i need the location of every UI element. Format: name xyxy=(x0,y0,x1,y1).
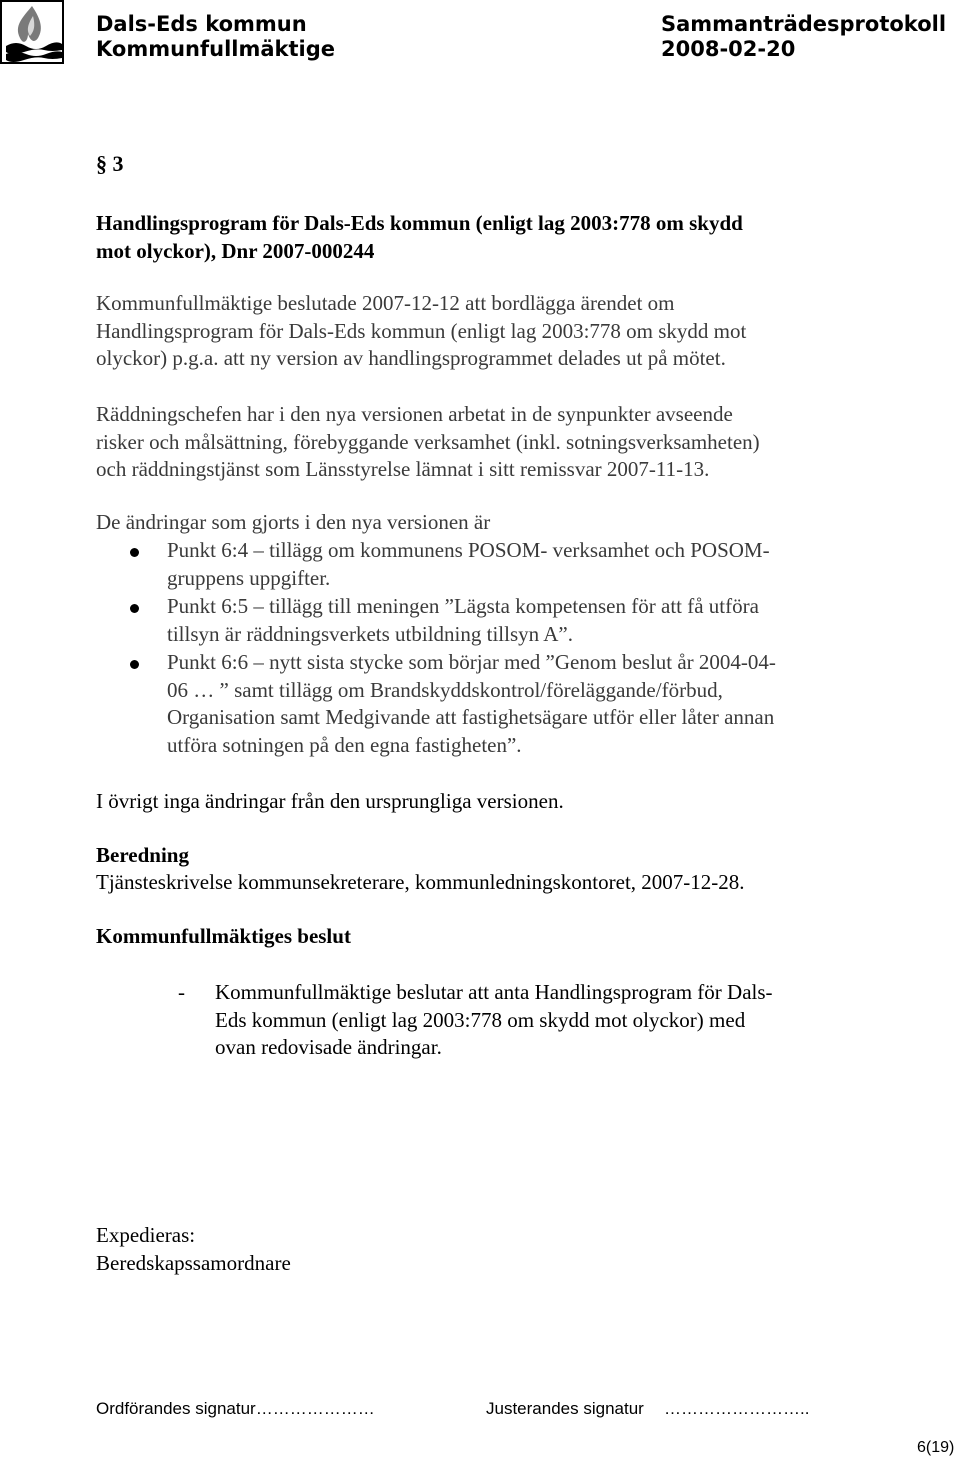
bullet-item xyxy=(167,593,759,648)
bullet-line: 06 … ” samt tillägg om Brandskyddskontrol/föreläggande/förbud, xyxy=(167,677,723,702)
header-date: 2008-02-20 xyxy=(661,37,796,61)
adjuster-signature-dots: …………………….. xyxy=(664,1399,810,1418)
paragraph-line: och räddningstjänst som Länsstyrelse lämnat i sitt remissvar 2007-11-13. xyxy=(96,457,710,481)
bullet-line: Punkt 6:4 – tillägg om kommunens POSOM- verksamhet och POSOM- xyxy=(167,538,770,562)
paragraph-line: Kommunfullmäktige beslutade 2007-12-12 att bordlägga ärendet om xyxy=(96,291,675,315)
section-title-line: mot olyckor), Dnr 2007-000244 xyxy=(96,238,375,263)
beredning-text: Tjänsteskrivelse kommunsekreterare, kommunledningskontoret, 2007-12-28. xyxy=(96,870,745,894)
decision-dash: - xyxy=(178,980,185,1004)
decision-heading: Kommunfullmäktiges beslut xyxy=(96,924,351,948)
page-number: 6(19) xyxy=(917,1439,955,1456)
adjuster-signature: Justerandes signatur xyxy=(486,1399,644,1418)
bullet-item xyxy=(167,649,776,759)
paragraph-line: olyckor) p.g.a. att ny version av handlingsprogrammet delades ut på mötet. xyxy=(96,346,726,370)
expedieras-recipient: Beredskapssamordnare xyxy=(96,1251,291,1275)
header-org: Dals-Eds kommun xyxy=(96,12,307,36)
paragraph-line: risker och målsättning, förebyggande verksamhet (inkl. sotningsverksamheten) xyxy=(96,429,760,454)
paragraph-background xyxy=(96,290,746,373)
chair-signature: Ordförandes signatur………………… xyxy=(96,1399,375,1418)
expedieras-label: Expedieras: xyxy=(96,1223,196,1247)
decision-line: ovan redovisade ändringar. xyxy=(215,1035,442,1059)
bullet-icon xyxy=(130,604,139,613)
bullet-icon xyxy=(130,660,139,669)
bullet-line: Organisation samt Medgivande att fastighetsägare utför eller låter annan xyxy=(167,705,775,729)
bullet-line: Punkt 6:6 – nytt sista stycke som börjar med ”Genom beslut år 2004-04- xyxy=(167,650,776,674)
paragraph-fire-chief xyxy=(96,401,760,484)
decision-line: Kommunfullmäktige beslutar att anta Handlingsprogram för Dals- xyxy=(215,980,773,1004)
paragraph-line: Handlingsprogram för Dals-Eds kommun (enligt lag 2003:778 om skydd mot xyxy=(96,318,747,343)
decision-text xyxy=(215,979,773,1062)
bullet-icon xyxy=(130,548,139,557)
changes-intro: De ändringar som gjorts i den nya versionen är xyxy=(96,510,491,534)
bullet-line: utföra sotningen på den egna fastigheten”. xyxy=(167,732,522,757)
bullet-line: Punkt 6:5 – tillägg till meningen ”Lägsta kompetensen för att få utföra xyxy=(167,594,759,618)
decision-line: Eds kommun (enligt lag 2003:778 om skydd mot olyckor) med xyxy=(215,1007,746,1032)
bullet-line: gruppens uppgifter. xyxy=(167,565,331,590)
bullet-item xyxy=(167,537,770,592)
section-title-line: Handlingsprogram för Dals-Eds kommun (enligt lag 2003:778 om skydd xyxy=(96,211,743,235)
bullet-line: tillsyn är räddningsverkets utbildning tillsyn A”. xyxy=(167,621,573,646)
beredning-heading: Beredning xyxy=(96,843,189,867)
paragraph-other: I övrigt inga ändringar från den ursprungliga versionen. xyxy=(96,789,564,813)
header-body: Kommunfullmäktige xyxy=(96,37,336,61)
header-doc-type: Sammanträdesprotokoll xyxy=(661,12,947,36)
municipality-logo-icon xyxy=(0,0,64,64)
section-number: § 3 xyxy=(96,151,124,176)
paragraph-line: Räddningschefen har i den nya versionen arbetat in de synpunkter avseende xyxy=(96,402,733,426)
section-title xyxy=(96,210,743,265)
